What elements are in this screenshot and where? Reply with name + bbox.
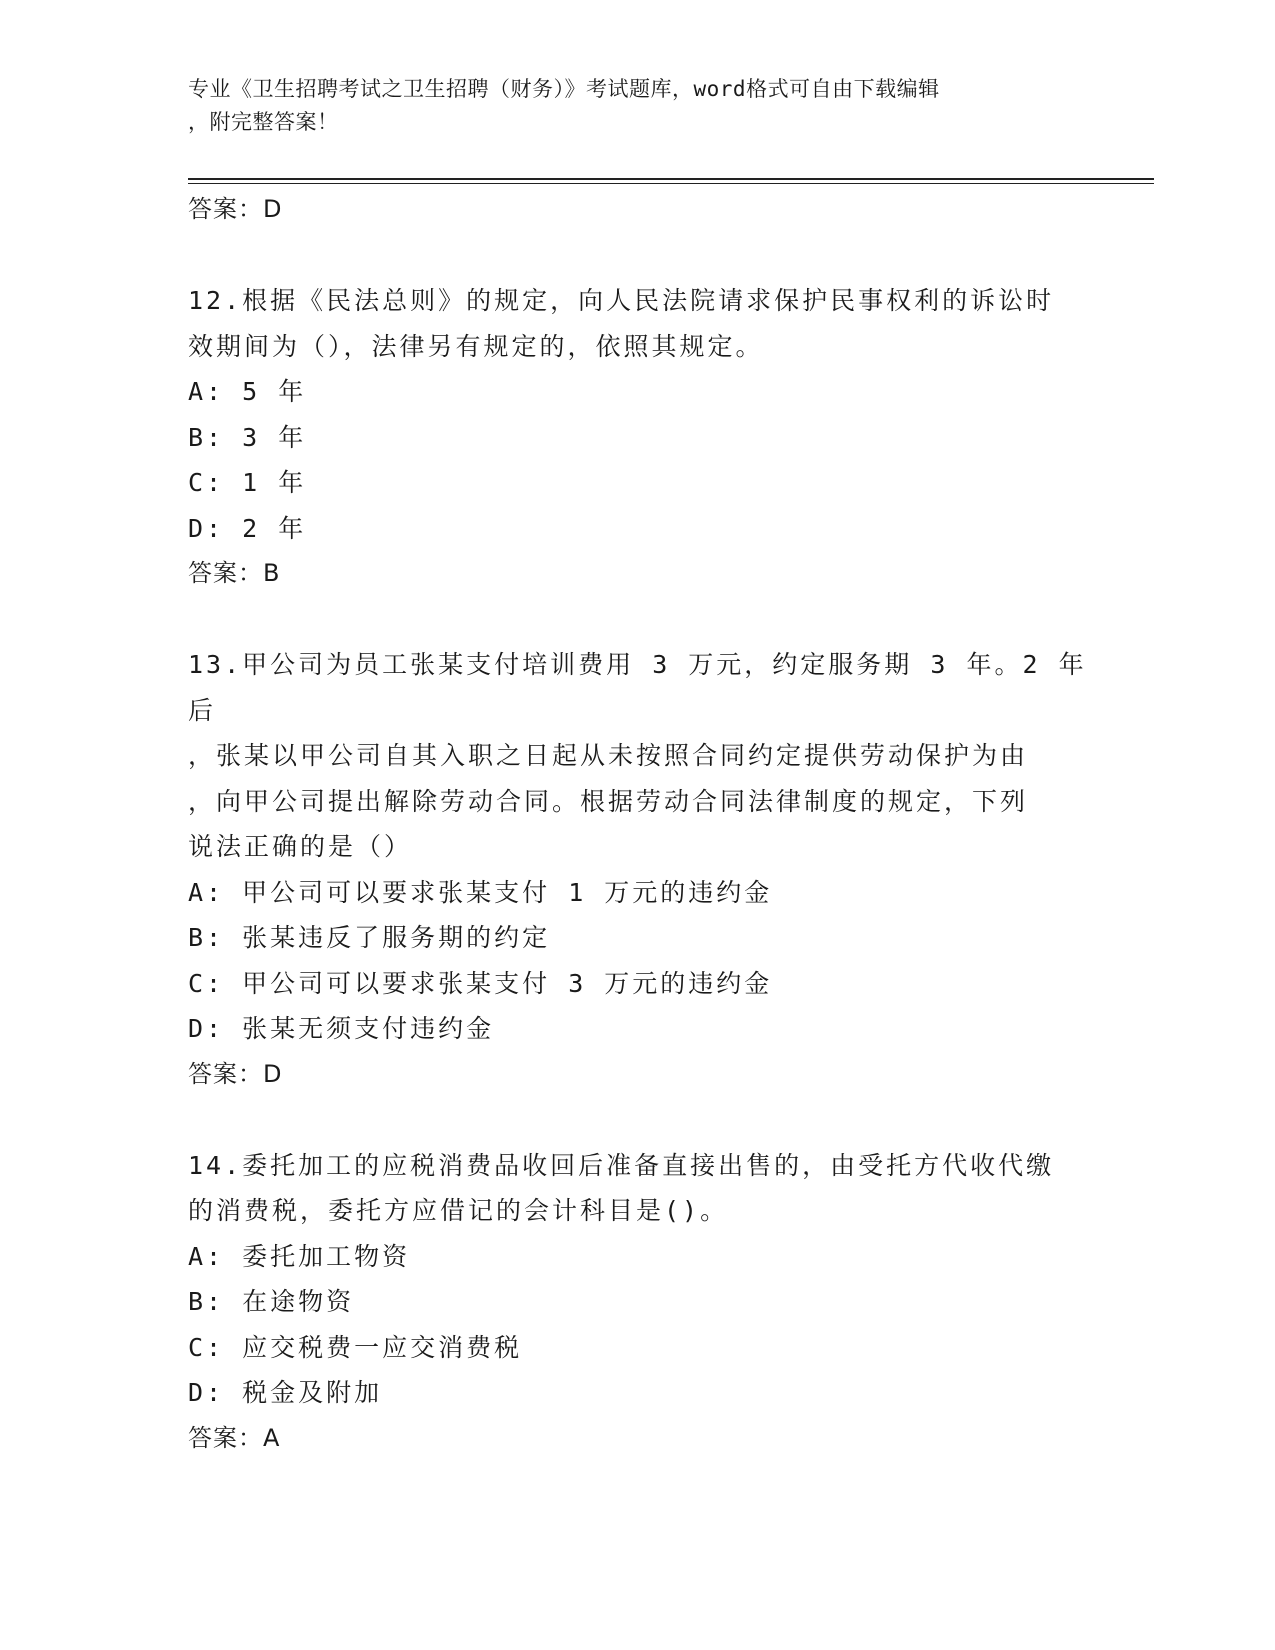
- option-a: A: 5 年: [188, 377, 307, 406]
- answer: 答案：B: [188, 559, 281, 587]
- header-divider-thick: [188, 178, 1154, 180]
- option-b: B: 3 年: [188, 422, 307, 452]
- option-d: D: 2 年: [188, 513, 307, 543]
- stem-line: 13.甲公司为员工张某支付培训费用 3 万元，约定服务期 3 年。2 年后: [188, 650, 1087, 725]
- stem-line: ，张某以甲公司自其入职之日起从未按照合同约定提供劳动保护为由: [188, 741, 1029, 770]
- stem-line: ，向甲公司提出解除劳动合同。根据劳动合同法律制度的规定，下列: [188, 786, 1029, 816]
- option-d: D: 张某无须支付违约金: [188, 1014, 495, 1043]
- option-a: A: 甲公司可以要求张某支付 1 万元的违约金: [188, 877, 773, 907]
- option-d: D: 税金及附加: [188, 1378, 383, 1407]
- question-13: [188, 642, 1088, 1097]
- stem-line: 效期间为（），法律另有规定的，依照其规定。: [188, 331, 764, 361]
- stem-line: 12.根据《民法总则》的规定，向人民法院请求保护民事权利的诉讼时: [188, 286, 1055, 315]
- header-divider-thin: [188, 183, 1154, 184]
- document-body: [188, 187, 1088, 1461]
- stem-line: 的消费税，委托方应借记的会计科目是()。: [188, 1196, 729, 1225]
- option-c: C: 应交税费一应交消费税: [188, 1332, 523, 1362]
- stem-line: 14.委托加工的应税消费品收回后准备直接出售的，由受托方代收代缴: [188, 1150, 1055, 1180]
- previous-answer: 答案：D: [188, 195, 283, 223]
- option-b: B: 在途物资: [188, 1287, 355, 1316]
- answer: 答案：A: [188, 1423, 281, 1452]
- option-b: B: 张某违反了服务期的约定: [188, 923, 551, 952]
- answer: 答案：D: [188, 1059, 283, 1088]
- header-line-2: ，附完整答案！: [188, 110, 339, 134]
- question-14: [188, 1143, 1088, 1461]
- stem-line: 说法正确的是（）: [188, 832, 413, 861]
- question-12: [188, 278, 1088, 596]
- question-stem: [188, 278, 1088, 369]
- question-stem: [188, 642, 1088, 870]
- document-header: [188, 73, 1088, 139]
- option-c: C: 甲公司可以要求张某支付 3 万元的违约金: [188, 968, 773, 998]
- question-stem: [188, 1143, 1088, 1234]
- header-line-1: 专业《卫生招聘考试之卫生招聘（财务）》考试题库，word格式可自由下载编辑: [188, 77, 940, 101]
- option-a: A: 委托加工物资: [188, 1241, 411, 1271]
- option-c: C: 1 年: [188, 468, 307, 497]
